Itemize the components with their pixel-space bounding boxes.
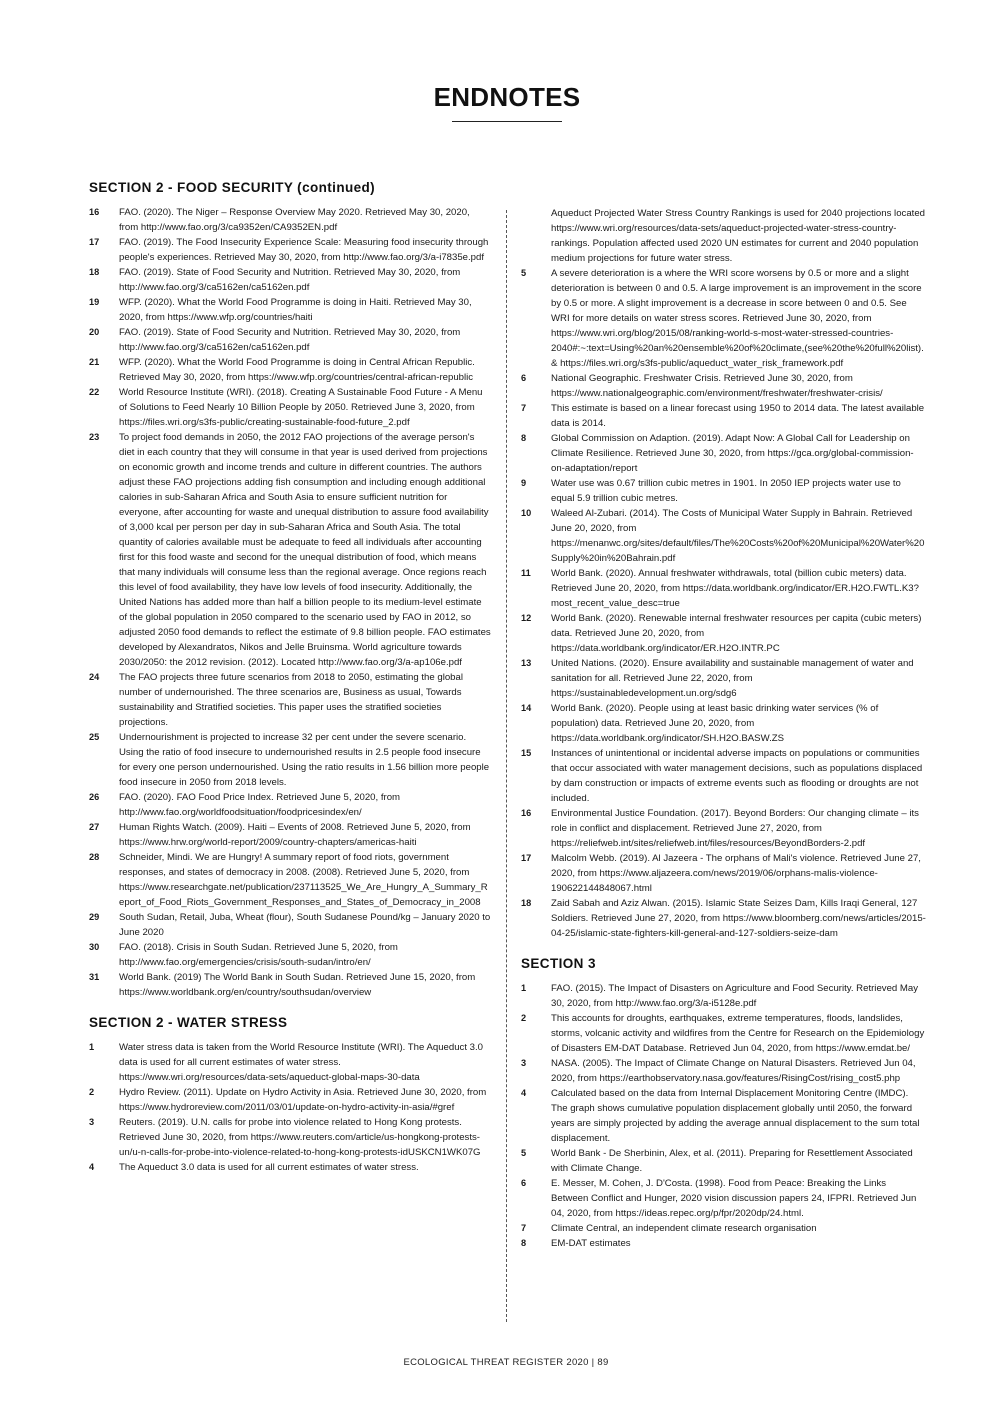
page-footer: ECOLOGICAL THREAT REGISTER 2020 | 89 — [403, 1357, 609, 1368]
endnote-text: World Resource Institute (WRI). (2018). Creating A Sustainable Food Future - A Menu of Solutions to Feed Nearly 10 Billion People by 2050. Retrieved June 3, 2020, from https://files.wri.org/s3fs-public/creating-sustainable-food-future_2.pdf — [119, 387, 483, 428]
endnote-text: To project food demands in 2050, the 2012 FAO projections of the average person's diet in each country that they will consume in that year is used derived from projections on economic growth and income trends and culture in different countries. The authors adjust these FAO projections adding fish consumption and including enough additional calories in sub-Saharan Africa and South Asia to ensure sufficient nutrition for everyone, after accounting for waste and unequal distribution to assure food availability of 3,000 kcal per person per day in sub-Saharan Africa and South Asia. The total quantity of calories available must be adequate to feed all individuals after accounting first for this food waste and second for the unequal distribution of food, which means that many individuals will consume less than the regional average. Once regions reach this level of food availability, they have low levels of food insecurity. Additionally, the United Nations has added more than half a billion people to its medium-level estimate of the global population in 2050 compared to the scenario used by FAO in 2012, so adjusted 2050 food demands to reflect the estimate of 9.8 billion people. FAO estimates developed by Alexandratos, Nikos and Jelle Bruinsma. World agriculture towards 2030/2050: the 2012 revision. (2012). Located http://www.fao.org/3/a-ap106e.pdf — [119, 432, 491, 668]
endnote-text: South Sudan, Retail, Juba, Wheat (flour), South Sudanese Pound/kg – January 2020 to June 2020 — [119, 912, 491, 938]
endnote-text: FAO. (2015). The Impact of Disasters on Agriculture and Food Security. Retrieved May 30, 2020, from http://www.fao.org/3/a-i5128e.pdf — [551, 983, 919, 1009]
endnote-text: FAO. (2020). The Niger – Response Overview May 2020. Retrieved May 30, 2020, from http://www.fao.org/3/ca9352en/CA9352EN.pdf — [119, 207, 470, 233]
endnote-text: Instances of unintentional or incidental adverse impacts on populations or communities that occur associated with water management decisions, such as populations displaced by dam construction or impacts of extreme events such as flooding or droughts are not included. — [551, 748, 923, 804]
endnote-text: United Nations. (2020). Ensure availability and sustainable management of water and sanitation for all. Retrieved June 22, 2020, from https://sustainabledevelopment.un.org/sdg6 — [551, 658, 914, 699]
endnote-item — [89, 385, 491, 430]
endnote-number: 13 — [521, 658, 532, 668]
endnote-item — [89, 910, 491, 940]
endnote-text: FAO. (2019). State of Food Security and Nutrition. Retrieved May 30, 2020, from http://www.fao.org/3/ca5162en/ca5162en.pdf — [119, 267, 461, 293]
endnote-number: 7 — [521, 403, 527, 413]
left-column — [89, 180, 491, 1175]
endnote-number: 16 — [521, 808, 532, 818]
endnote-number: 5 — [521, 1148, 527, 1158]
endnote-item — [89, 295, 491, 325]
endnote-item — [89, 430, 491, 670]
endnote-text: Undernourishment is projected to increase 32 per cent under the severe scenario. Using the ratio of food insecure to undernourished results in 2.5 people food insecure for every one person undernourished. Using the ratio results in 1.56 billion more people food insecure in 2050 from 2018 levels. — [119, 732, 490, 788]
endnote-number: 7 — [521, 1223, 527, 1233]
endnote-text: FAO. (2019). The Food Insecurity Experience Scale: Measuring food insecurity through people's experiences. Retrieved May 30, 2020, from http://www.fao.org/3/a-i7835e.pdf — [119, 237, 489, 263]
endnote-number: 10 — [521, 508, 532, 518]
endnote-item — [521, 851, 926, 896]
endnote-item — [521, 1176, 926, 1221]
endnote-item — [89, 325, 491, 355]
endnote-number: 22 — [89, 387, 100, 397]
endnote-text: World Bank. (2020). People using at least basic drinking water services (% of population) data. Retrieved June 20, 2020, from https://data.worldbank.org/indicator/SH.H2O.BASW.ZS — [551, 703, 879, 744]
endnote-text: Schneider, Mindi. We are Hungry! A summary report of food riots, government responses, and states of democracy in 2008. (2008). Retrieved June 5, 2020, from https://www.researchgate.net/publication/237113525_We_Are_Hungry_A_Summary_Report_of_Food_Riots_Government_Responses_and_States_of_Democracy_in_2008 — [119, 852, 488, 908]
endnote-number: 26 — [89, 792, 100, 802]
endnote-item — [521, 566, 926, 611]
endnote-item — [521, 701, 926, 746]
endnote-number: 2 — [521, 1013, 527, 1023]
endnote-number: 9 — [521, 478, 527, 488]
section-heading-food-security: SECTION 2 - FOOD SECURITY (continued) — [89, 180, 376, 195]
endnote-number: 24 — [89, 672, 100, 682]
endnote-text: NASA. (2005). The Impact of Climate Change on Natural Disasters. Retrieved Jun 04, 2020, from https://earthobservatory.nasa.gov/features/RisingCost/rising_cost5.php — [551, 1058, 916, 1084]
food-security-notes — [89, 205, 491, 1000]
endnote-text: A severe deterioration is a where the WRI score worsens by 0.5 or more and a slight deterioration is between 0 and 0.5. A large improvement is an improvement in the score by 0.5 or more. A slight improvement is a decrease in score between 0 and 0.5. See WRI for more details on water stress scores. Retrieved June 30, 2020, from https://www.wri.org/blog/2015/08/ranking-world-s-most-water-stressed-countries-2040#:~:text=Using%20an%20ensemble%20of%20climate,(see%20the%20full%20list). & https://files.wri.org/s3fs-public/aqueduct_water_risk_framework.pdf — [551, 268, 924, 369]
endnote-number: 17 — [521, 853, 532, 863]
endnote-number: 6 — [521, 1178, 527, 1188]
endnote-number: 30 — [89, 942, 100, 952]
endnote-item — [521, 1236, 926, 1251]
endnote-number: 8 — [521, 433, 527, 443]
endnote-item — [89, 850, 491, 910]
endnote-number: 12 — [521, 613, 532, 623]
endnote-number: 3 — [89, 1117, 95, 1127]
endnote-item — [521, 746, 926, 806]
endnote-item — [89, 235, 491, 265]
endnote-item — [89, 790, 491, 820]
endnote-number: 4 — [521, 1088, 527, 1098]
section-3-notes — [521, 981, 926, 1251]
section-heading-water-stress: SECTION 2 - WATER STRESS — [89, 1015, 288, 1030]
endnote-item — [521, 401, 926, 431]
continued-note-text: Aqueduct Projected Water Stress Country Rankings is used for 2040 projections located https://www.wri.org/resources/data-sets/aqueduct-projected-water-stress-country-rankings. Population affected used 2020 UN estimates for current and 2040 population medium projections for future water stress. — [551, 208, 925, 264]
endnote-number: 18 — [89, 267, 100, 277]
endnote-item — [89, 670, 491, 730]
endnote-text: WFP. (2020). What the World Food Programme is doing in Haiti. Retrieved May 30, 2020, from https://www.wfp.org/countries/haiti — [119, 297, 472, 323]
water-stress-notes-right — [521, 266, 926, 941]
endnote-item — [89, 205, 491, 235]
endnote-item — [521, 1011, 926, 1056]
endnote-text: FAO. (2019). State of Food Security and Nutrition. Retrieved May 30, 2020, from http://www.fao.org/3/ca5162en/ca5162en.pdf — [119, 327, 461, 353]
endnote-item — [521, 1146, 926, 1176]
endnote-number: 19 — [89, 297, 100, 307]
endnote-text: Climate Central, an independent climate research organisation — [551, 1223, 817, 1234]
endnote-text: World Bank. (2019) The World Bank in South Sudan. Retrieved June 15, 2020, from https://www.worldbank.org/en/country/southsudan/overview — [119, 972, 476, 998]
continued-note — [521, 206, 926, 266]
endnote-number: 1 — [89, 1042, 95, 1052]
endnote-item — [521, 371, 926, 401]
endnote-number: 1 — [521, 983, 527, 993]
endnote-number: 16 — [89, 207, 100, 217]
endnote-text: Environmental Justice Foundation. (2017). Beyond Borders: Our changing climate – its role in conflict and displacement. Retrieved June 27, 2020, from https://reliefweb.int/sites/reliefweb.int/files/resources/BeyondBorders-2.pdf — [551, 808, 919, 849]
endnote-item — [521, 266, 926, 371]
endnote-item — [89, 730, 491, 790]
endnote-number: 11 — [521, 568, 531, 578]
endnote-item — [89, 355, 491, 385]
endnote-text: EM-DAT estimates — [551, 1238, 631, 1249]
endnote-text: The Aqueduct 3.0 data is used for all current estimates of water stress. — [119, 1162, 419, 1173]
endnote-item — [521, 611, 926, 656]
endnote-item — [521, 1056, 926, 1086]
endnote-number: 8 — [521, 1238, 527, 1248]
endnote-text: World Bank. (2020). Renewable internal freshwater resources per capita (cubic meters) data. Retrieved June 20, 2020, from https://data.worldbank.org/indicator/ER.H2O.INTR.PC — [551, 613, 922, 654]
endnote-item — [521, 476, 926, 506]
title-underline — [452, 121, 562, 122]
endnote-number: 27 — [89, 822, 100, 832]
page-title: ENDNOTES — [433, 82, 581, 112]
endnote-number: 23 — [89, 432, 100, 442]
endnote-number: 15 — [521, 748, 532, 758]
endnote-text: World Bank - De Sherbinin, Alex, et al. (2011). Preparing for Resettlement Associated with Climate Change. — [551, 1148, 913, 1174]
endnote-item — [89, 1115, 491, 1160]
endnote-number: 3 — [521, 1058, 527, 1068]
endnote-item — [89, 1040, 491, 1085]
endnote-item — [89, 940, 491, 970]
endnote-text: Water stress data is taken from the World Resource Institute (WRI). The Aqueduct 3.0 data is used for all current estimates of water stress. https://www.wri.org/resources/data-sets/aqueduct-global-maps-30-data — [119, 1042, 484, 1083]
endnote-item — [521, 1086, 926, 1146]
endnote-text: Reuters. (2019). U.N. calls for probe into violence related to Hong Kong protests. Retrieved June 30, 2020, from https://www.reuters.com/article/us-hongkong-protests-un/u-n-calls-for-probe-into-violence-related-to-hong-kong-protests-idUSKCN1WK07G — [119, 1117, 481, 1158]
endnote-text: Calculated based on the data from Internal Displacement Monitoring Centre (IMDC). The graph shows cumulative population displacement globally until 2050, the forward years are simply projected by adding the average annual displacement to the sum total displacement. — [551, 1088, 920, 1144]
endnote-text: National Geographic. Freshwater Crisis. Retrieved June 30, 2020, from https://www.nationalgeographic.com/environment/freshwater/freshwater-crisis/ — [551, 373, 883, 399]
endnote-item — [521, 806, 926, 851]
endnote-number: 17 — [89, 237, 100, 247]
endnote-text: Water use was 0.67 trillion cubic metres in 1901. In 2050 IEP projects water use to equal 5.9 trillion cubic metres. — [551, 478, 901, 504]
water-stress-notes-left — [89, 1040, 491, 1175]
endnote-item — [521, 1221, 926, 1236]
endnote-item — [89, 265, 491, 295]
endnote-item — [521, 506, 926, 566]
endnote-number: 28 — [89, 852, 100, 862]
endnote-text: WFP. (2020). What the World Food Programme is doing in Central African Republic. Retrieved May 30, 2020, from https://www.wfp.org/countries/central-african-republic — [119, 357, 475, 383]
endnote-number: 18 — [521, 898, 532, 908]
endnote-text: Zaid Sabah and Aziz Alwan. (2015). Islamic State Seizes Dam, Kills Iraqi General, 127 Soldiers. Retrieved June 27, 2020, from https://www.bloomberg.com/news/articles/2015-04-25/islamic-state-fighters-kill-general-and-127-soldiers-seize-dam — [551, 898, 926, 939]
endnote-item — [89, 820, 491, 850]
endnote-text: World Bank. (2020). Annual freshwater withdrawals, total (billion cubic meters) data. Retrieved June 20, 2020, from https://data.worldbank.org/indicator/ER.H2O.FWTL.K3?most_recent_value_desc=true — [551, 568, 919, 609]
endnote-item — [89, 970, 491, 1000]
section-heading-section-3: SECTION 3 — [521, 956, 596, 971]
endnote-number: 31 — [89, 972, 100, 982]
endnote-text: Human Rights Watch. (2009). Haiti – Events of 2008. Retrieved June 5, 2020, from https://www.hrw.org/world-report/2009/country-chapters/americas-haiti — [119, 822, 471, 848]
endnote-text: This accounts for droughts, earthquakes, extreme temperatures, floods, landslides, storms, volcanic activity and wildfires from the Centre for Research on the Epidemiology of Disasters EM-DAT Database. Retrieved Jun 04, 2020, from https://www.emdat.be/ — [551, 1013, 925, 1054]
endnote-text: FAO. (2020). FAO Food Price Index. Retrieved June 5, 2020, from http://www.fao.org/worldfoodsituation/foodpricesindex/en/ — [119, 792, 401, 818]
right-column — [521, 206, 926, 1251]
endnote-text: FAO. (2018). Crisis in South Sudan. Retrieved June 5, 2020, from http://www.fao.org/emergencies/crisis/south-sudan/intro/en/ — [119, 942, 398, 968]
endnote-item — [521, 656, 926, 701]
endnote-item — [521, 981, 926, 1011]
endnote-text: Hydro Review. (2011). Update on Hydro Activity in Asia. Retrieved June 30, 2020, from https://www.hydroreview.com/2011/03/01/update-on-hydro-activity-in-asia/#gref — [119, 1087, 487, 1113]
endnote-number: 29 — [89, 912, 100, 922]
endnote-number: 14 — [521, 703, 532, 713]
endnote-text: The FAO projects three future scenarios from 2018 to 2050, estimating the global number of undernourished. The three scenarios are, Business as usual, Towards sustainability and Stratified societies. This paper uses the stratified societies projections. — [119, 672, 463, 728]
endnote-text: Malcolm Webb. (2019). Al Jazeera - The orphans of Mali's violence. Retrieved June 27, 2020, from https://www.aljazeera.com/news/2019/06/orphans-malis-violence-190622144848067.html — [551, 853, 921, 894]
endnote-item — [89, 1085, 491, 1115]
column-divider — [506, 210, 507, 1322]
endnote-item — [89, 1160, 491, 1175]
endnote-number: 6 — [521, 373, 527, 383]
endnote-number: 20 — [89, 327, 100, 337]
endnote-number: 25 — [89, 732, 100, 742]
endnote-number: 2 — [89, 1087, 95, 1097]
endnote-text: This estimate is based on a linear forecast using 1950 to 2014 data. The latest available data is 2014. — [551, 403, 925, 429]
endnote-number: 4 — [89, 1162, 95, 1172]
endnote-text: E. Messer, M. Cohen, J. D'Costa. (1998). Food from Peace: Breaking the Links Between Conflict and Hunger, 2020 vision discussion papers 24, IFPRI. Retrieved Jun 04, 2020, from https://ideas.repec.org/p/fpr/2020dp/24.html. — [551, 1178, 917, 1219]
endnote-text: Global Commission on Adaption. (2019). Adapt Now: A Global Call for Leadership on Climate Resilience. Retrieved June 30, 2020, from https://gca.org/global-commission-on-adaptation/report — [551, 433, 914, 474]
endnote-text: Waleed Al-Zubari. (2014). The Costs of Municipal Water Supply in Bahrain. Retrieved June 20, 2020, from https://menanwc.org/sites/default/files/The%20Costs%20of%20Municipal%20Water%20Supply%20in%20Bahrain.pdf — [551, 508, 925, 564]
endnote-item — [521, 431, 926, 476]
endnote-number: 5 — [521, 268, 527, 278]
endnote-number: 21 — [89, 357, 100, 367]
endnote-item — [521, 896, 926, 941]
